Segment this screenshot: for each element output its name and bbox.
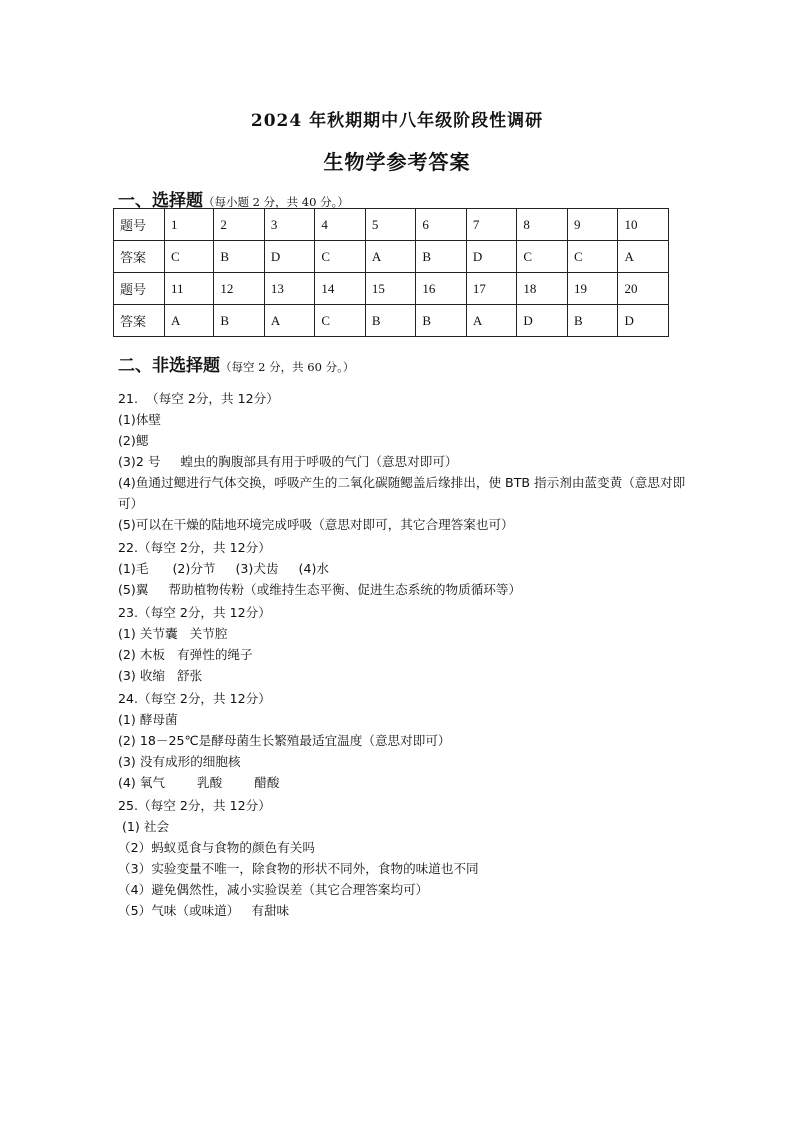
table-cell: A bbox=[365, 241, 416, 273]
table-cell: 14 bbox=[315, 273, 366, 305]
answer-line: (5)翼 帮助植物传粉（或维持生态平衡、促进生态系统的物质循环等） bbox=[118, 582, 522, 597]
question-header: 21. （每空 2分，共 12分） bbox=[118, 391, 279, 406]
table-cell: A bbox=[618, 241, 669, 273]
table-cell: B bbox=[365, 305, 416, 337]
question-block bbox=[118, 537, 688, 600]
answer-line: (2)鳃 bbox=[118, 433, 149, 448]
answer-line: (4) 氧气 乳酸 醋酸 bbox=[118, 775, 280, 790]
table-cell: C bbox=[315, 305, 366, 337]
question-block bbox=[118, 388, 688, 535]
section-2-note: （每空 2 分，共 60 分。） bbox=[220, 360, 355, 374]
answer-line: (1) 酵母菌 bbox=[118, 712, 178, 727]
section-1-title: 一、选择题 bbox=[118, 191, 203, 211]
table-cell: B bbox=[567, 305, 618, 337]
document-subtitle: 生物学参考答案 bbox=[323, 150, 471, 174]
table-cell: B bbox=[214, 241, 265, 273]
table-cell: 2 bbox=[214, 209, 265, 241]
table-cell: 20 bbox=[618, 273, 669, 305]
answer-line: (3) 收缩 舒张 bbox=[118, 668, 203, 683]
table-cell: 6 bbox=[416, 209, 467, 241]
table-row bbox=[114, 209, 669, 241]
table-cell: B bbox=[416, 305, 467, 337]
section-2-title: 二、非选择题 bbox=[118, 356, 220, 376]
table-cell: 13 bbox=[264, 273, 315, 305]
table-cell: 5 bbox=[365, 209, 416, 241]
answer-line: （2）蚂蚁觅食与食物的颜色有关吗 bbox=[118, 840, 315, 855]
answer-line: （4）避免偶然性，减小实验误差（其它合理答案均可） bbox=[118, 882, 429, 897]
table-cell: 9 bbox=[567, 209, 618, 241]
table-cell: 12 bbox=[214, 273, 265, 305]
table-cell: C bbox=[165, 241, 214, 273]
table-cell: 3 bbox=[264, 209, 315, 241]
table-cell: A bbox=[466, 305, 517, 337]
table-cell: 7 bbox=[466, 209, 517, 241]
table-cell: D bbox=[264, 241, 315, 273]
question-block bbox=[118, 688, 688, 793]
answer-line: (4)鱼通过鳃进行气体交换，呼吸产生的二氧化碳随鳃盖后缘排出，使 BTB 指示剂由蓝变黄（意思对即可） bbox=[118, 475, 686, 511]
answer-line: (1) 关节囊 关节腔 bbox=[118, 626, 228, 641]
question-block bbox=[118, 602, 688, 686]
question-header: 25.（每空 2分，共 12分） bbox=[118, 798, 271, 813]
table-cell: B bbox=[416, 241, 467, 273]
table-cell: 11 bbox=[165, 273, 214, 305]
question-header: 24.（每空 2分，共 12分） bbox=[118, 691, 271, 706]
section-1-note: （每小题 2 分，共 40 分。） bbox=[203, 195, 349, 209]
answer-line: (2) 木板 有弹性的绳子 bbox=[118, 647, 253, 662]
answer-line: (1)体壁 bbox=[118, 412, 162, 427]
table-cell: C bbox=[517, 241, 568, 273]
table-row bbox=[114, 305, 669, 337]
answer-line: (1)毛 (2)分节 (3)犬齿 (4)水 bbox=[118, 561, 329, 576]
row-label: 答案 bbox=[114, 305, 165, 337]
answer-line: (3) 没有成形的细胞核 bbox=[118, 754, 241, 769]
table-cell: 18 bbox=[517, 273, 568, 305]
table-cell: D bbox=[466, 241, 517, 273]
table-cell: B bbox=[214, 305, 265, 337]
answer-table bbox=[113, 208, 669, 337]
table-cell: 15 bbox=[365, 273, 416, 305]
row-label: 题号 bbox=[114, 273, 165, 305]
table-cell: 4 bbox=[315, 209, 366, 241]
section-2-heading bbox=[118, 351, 354, 376]
answers-body bbox=[118, 386, 688, 921]
table-row bbox=[114, 241, 669, 273]
table-cell: 19 bbox=[567, 273, 618, 305]
table-cell: C bbox=[567, 241, 618, 273]
question-header: 23.（每空 2分，共 12分） bbox=[118, 605, 271, 620]
document-title: 2024 年秋期期中八年级阶段性调研 bbox=[250, 111, 544, 131]
table-cell: 8 bbox=[517, 209, 568, 241]
answer-line: （3）实验变量不唯一，除食物的形状不同外，食物的味道也不同 bbox=[118, 861, 479, 876]
answer-line: (5)可以在干燥的陆地环境完成呼吸（意思对即可，其它合理答案也可） bbox=[118, 517, 514, 532]
table-cell: 17 bbox=[466, 273, 517, 305]
answer-line: （5）气味（或味道） 有甜味 bbox=[118, 903, 290, 918]
table-cell: C bbox=[315, 241, 366, 273]
row-label: 答案 bbox=[114, 241, 165, 273]
table-cell: 1 bbox=[165, 209, 214, 241]
question-header: 22.（每空 2分，共 12分） bbox=[118, 540, 271, 555]
question-block bbox=[118, 795, 688, 921]
answer-line: (3)2 号 蝗虫的胸腹部具有用于呼吸的气门（意思对即可） bbox=[118, 454, 458, 469]
row-label: 题号 bbox=[114, 209, 165, 241]
table-cell: 10 bbox=[618, 209, 669, 241]
answer-line: (1) 社会 bbox=[118, 819, 170, 834]
table-cell: A bbox=[165, 305, 214, 337]
table-cell: 16 bbox=[416, 273, 467, 305]
table-row bbox=[114, 273, 669, 305]
table-cell: D bbox=[517, 305, 568, 337]
table-cell: D bbox=[618, 305, 669, 337]
answer-line: (2) 18－25℃是酵母菌生长繁殖最适宜温度（意思对即可） bbox=[118, 733, 451, 748]
table-cell: A bbox=[264, 305, 315, 337]
